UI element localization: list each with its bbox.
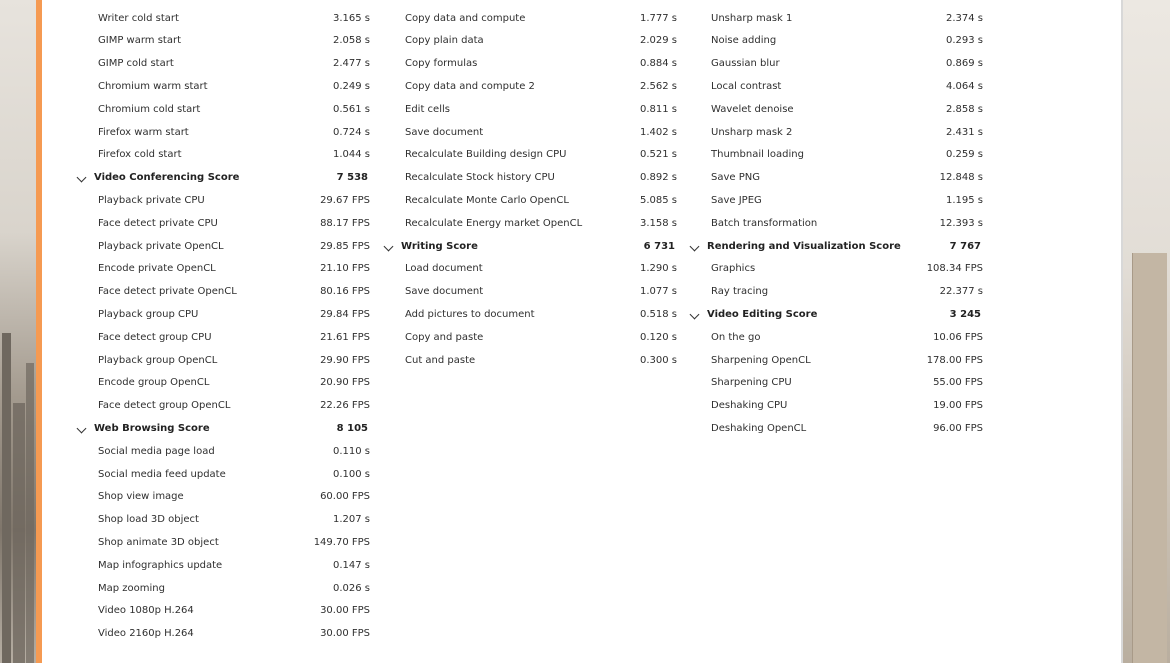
result-row [689, 168, 983, 188]
result-label: Add pictures to document [405, 308, 535, 320]
result-label: Deshaking CPU [711, 400, 788, 412]
result-label: Map infographics update [98, 559, 223, 571]
result-label: Face detect private OpenCL [98, 286, 237, 298]
result-row [383, 191, 677, 211]
result-value: 12.848 s [939, 172, 983, 184]
result-row [76, 556, 370, 576]
result-label: Recalculate Stock history CPU [405, 172, 555, 184]
result-value: 1.207 s [332, 514, 370, 526]
result-row [76, 100, 370, 120]
result-row [76, 237, 370, 257]
result-label: Writer cold start [98, 12, 179, 24]
result-value: 0.724 s [332, 126, 370, 138]
result-label: GIMP cold start [98, 58, 174, 70]
result-row [689, 191, 983, 211]
result-row [383, 54, 677, 74]
result-value: 10.06 FPS [933, 331, 983, 343]
result-label: Playback group CPU [98, 308, 199, 320]
result-label: Gaussian blur [711, 58, 780, 70]
result-row [383, 77, 677, 97]
wallpaper-building [26, 363, 34, 663]
result-label: Save document [405, 126, 484, 138]
result-row [76, 487, 370, 507]
result-value: 0.147 s [332, 559, 370, 571]
result-label: Noise adding [711, 35, 777, 47]
wallpaper-building [1132, 253, 1167, 663]
result-row [76, 259, 370, 279]
result-row [383, 31, 677, 51]
result-row [76, 351, 370, 371]
result-value: 2.858 s [945, 103, 983, 115]
result-row [76, 396, 370, 416]
result-label: Copy and paste [405, 331, 484, 343]
window-edge [1121, 0, 1123, 663]
result-row [689, 396, 983, 416]
result-value: 3.158 s [639, 217, 677, 229]
result-label: Local contrast [711, 80, 782, 92]
section-title: Web Browsing Score [94, 422, 210, 434]
result-label: Batch transformation [711, 217, 818, 229]
result-value: 2.029 s [639, 35, 677, 47]
result-value: 55.00 FPS [933, 377, 983, 389]
section-title: Writing Score [401, 240, 478, 252]
result-row [689, 123, 983, 143]
result-label: Social media page load [98, 445, 215, 457]
result-row [383, 123, 677, 143]
result-label: Sharpening OpenCL [711, 354, 811, 366]
result-row [383, 259, 677, 279]
result-value: 108.34 FPS [926, 263, 983, 275]
result-label: Edit cells [405, 103, 450, 115]
result-label: Copy formulas [405, 58, 478, 70]
chevron-down-icon[interactable] [384, 241, 394, 251]
result-label: Playback private CPU [98, 194, 205, 206]
result-label: Recalculate Monte Carlo OpenCL [405, 194, 569, 206]
score-section-header[interactable] [689, 305, 983, 325]
result-value: 0.026 s [332, 582, 370, 594]
result-row [76, 328, 370, 348]
result-row [383, 351, 677, 371]
result-value: 29.90 FPS [320, 354, 370, 366]
result-row [383, 145, 677, 165]
wallpaper-left [0, 0, 36, 663]
result-row [76, 601, 370, 621]
result-row [76, 510, 370, 530]
result-row [383, 282, 677, 302]
result-value: 0.110 s [332, 445, 370, 457]
result-label: Firefox cold start [98, 149, 182, 161]
result-value: 2.562 s [639, 80, 677, 92]
result-value: 2.431 s [945, 126, 983, 138]
result-row [689, 77, 983, 97]
result-label: Face detect private CPU [98, 217, 218, 229]
result-value: 1.077 s [639, 286, 677, 298]
result-row [383, 214, 677, 234]
result-row [689, 54, 983, 74]
result-value: 0.518 s [639, 308, 677, 320]
result-value: 1.402 s [639, 126, 677, 138]
result-value: 60.00 FPS [320, 491, 370, 503]
result-label: Save JPEG [711, 194, 762, 206]
result-row [76, 282, 370, 302]
result-label: Ray tracing [711, 286, 769, 298]
result-value: 3.165 s [332, 12, 370, 24]
result-row [76, 31, 370, 51]
result-row [76, 579, 370, 599]
result-label: Video 1080p H.264 [98, 605, 194, 617]
wallpaper-building [13, 403, 25, 663]
score-section-header[interactable] [76, 419, 370, 439]
result-label: Encode private OpenCL [98, 263, 216, 275]
result-label: Copy plain data [405, 35, 484, 47]
result-value: 0.892 s [639, 172, 677, 184]
result-row [383, 328, 677, 348]
result-value: 88.17 FPS [320, 217, 370, 229]
score-section-header[interactable] [689, 237, 983, 257]
result-label: Firefox warm start [98, 126, 189, 138]
result-value: 0.259 s [945, 149, 983, 161]
chevron-down-icon[interactable] [690, 309, 700, 319]
result-row [76, 9, 370, 29]
result-value: 0.300 s [639, 354, 677, 366]
result-label: Copy data and compute [405, 12, 526, 24]
result-label: Social media feed update [98, 468, 226, 480]
result-label: Save document [405, 286, 484, 298]
result-row [689, 282, 983, 302]
result-label: Recalculate Energy market OpenCL [405, 217, 583, 229]
result-value: 21.10 FPS [320, 263, 370, 275]
section-score: 8 105 [336, 422, 368, 434]
result-value: 0.561 s [332, 103, 370, 115]
chevron-down-icon[interactable] [77, 423, 87, 433]
result-label: Shop animate 3D object [98, 536, 219, 548]
result-label: Video 2160p H.264 [98, 628, 194, 640]
result-row [76, 145, 370, 165]
section-score: 6 731 [643, 240, 675, 252]
section-score: 7 538 [336, 172, 368, 184]
result-label: Copy data and compute 2 [405, 80, 535, 92]
result-value: 0.249 s [332, 80, 370, 92]
section-title: Rendering and Visualization Score [707, 240, 901, 252]
result-value: 96.00 FPS [933, 422, 983, 434]
result-label: Shop view image [98, 491, 184, 503]
result-value: 2.477 s [332, 58, 370, 70]
result-label: Unsharp mask 2 [711, 126, 793, 138]
result-row [383, 305, 677, 325]
result-label: Graphics [711, 263, 756, 275]
result-value: 0.120 s [639, 331, 677, 343]
result-row [689, 373, 983, 393]
result-value: 0.811 s [639, 103, 677, 115]
result-label: Chromium cold start [98, 103, 201, 115]
result-label: Thumbnail loading [711, 149, 804, 161]
result-label: Chromium warm start [98, 80, 208, 92]
result-value: 22.26 FPS [320, 400, 370, 412]
result-row [689, 214, 983, 234]
result-label: Map zooming [98, 582, 165, 594]
result-row [76, 305, 370, 325]
section-score: 3 245 [949, 308, 981, 320]
result-label: Face detect group OpenCL [98, 400, 231, 412]
result-value: 0.100 s [332, 468, 370, 480]
result-row [76, 123, 370, 143]
result-label: Deshaking OpenCL [711, 422, 807, 434]
result-row [689, 145, 983, 165]
result-value: 80.16 FPS [320, 286, 370, 298]
result-row [689, 351, 983, 371]
result-label: GIMP warm start [98, 35, 181, 47]
result-value: 30.00 FPS [320, 628, 370, 640]
result-label: Sharpening CPU [711, 377, 792, 389]
chevron-down-icon[interactable] [690, 241, 700, 251]
result-row [76, 77, 370, 97]
result-row [383, 168, 677, 188]
result-label: Save PNG [711, 172, 760, 184]
result-row [689, 328, 983, 348]
result-value: 0.521 s [639, 149, 677, 161]
result-value: 2.374 s [945, 12, 983, 24]
result-value: 1.044 s [332, 149, 370, 161]
result-row [76, 373, 370, 393]
result-value: 19.00 FPS [933, 400, 983, 412]
result-row [76, 533, 370, 553]
result-value: 1.195 s [945, 194, 983, 206]
result-label: Shop load 3D object [98, 514, 199, 526]
result-value: 4.064 s [945, 80, 983, 92]
result-row [689, 259, 983, 279]
result-value: 30.00 FPS [320, 605, 370, 617]
result-row [689, 100, 983, 120]
wallpaper-right [1120, 0, 1170, 663]
score-section-header[interactable] [76, 168, 370, 188]
result-value: 149.70 FPS [313, 536, 370, 548]
section-title: Video Editing Score [707, 308, 818, 320]
section-title: Video Conferencing Score [94, 172, 240, 184]
result-label: Recalculate Building design CPU [405, 149, 567, 161]
wallpaper-building [2, 333, 11, 663]
result-row [76, 191, 370, 211]
result-label: Encode group OpenCL [98, 377, 210, 389]
result-label: Playback group OpenCL [98, 354, 218, 366]
result-value: 5.085 s [639, 194, 677, 206]
result-row [76, 54, 370, 74]
result-value: 178.00 FPS [926, 354, 983, 366]
result-label: Load document [405, 263, 483, 275]
result-label: Face detect group CPU [98, 331, 212, 343]
result-label: On the go [711, 331, 761, 343]
result-row [383, 100, 677, 120]
result-value: 1.777 s [639, 12, 677, 24]
result-value: 29.67 FPS [320, 194, 370, 206]
chevron-down-icon[interactable] [77, 173, 87, 183]
result-value: 29.84 FPS [320, 308, 370, 320]
result-value: 0.869 s [945, 58, 983, 70]
result-row [76, 465, 370, 485]
score-section-header[interactable] [383, 237, 677, 257]
result-label: Cut and paste [405, 354, 476, 366]
result-value: 22.377 s [939, 286, 983, 298]
result-row [76, 214, 370, 234]
result-row [689, 9, 983, 29]
result-row [689, 31, 983, 51]
result-value: 21.61 FPS [320, 331, 370, 343]
result-value: 29.85 FPS [320, 240, 370, 252]
result-row [76, 442, 370, 462]
result-row [76, 624, 370, 644]
result-value: 0.293 s [945, 35, 983, 47]
result-label: Unsharp mask 1 [711, 12, 793, 24]
result-value: 1.290 s [639, 263, 677, 275]
result-value: 20.90 FPS [320, 377, 370, 389]
result-row [689, 419, 983, 439]
result-value: 2.058 s [332, 35, 370, 47]
result-row [383, 9, 677, 29]
result-label: Playback private OpenCL [98, 240, 224, 252]
result-value: 0.884 s [639, 58, 677, 70]
section-score: 7 767 [949, 240, 981, 252]
result-label: Wavelet denoise [711, 103, 794, 115]
result-value: 12.393 s [939, 217, 983, 229]
